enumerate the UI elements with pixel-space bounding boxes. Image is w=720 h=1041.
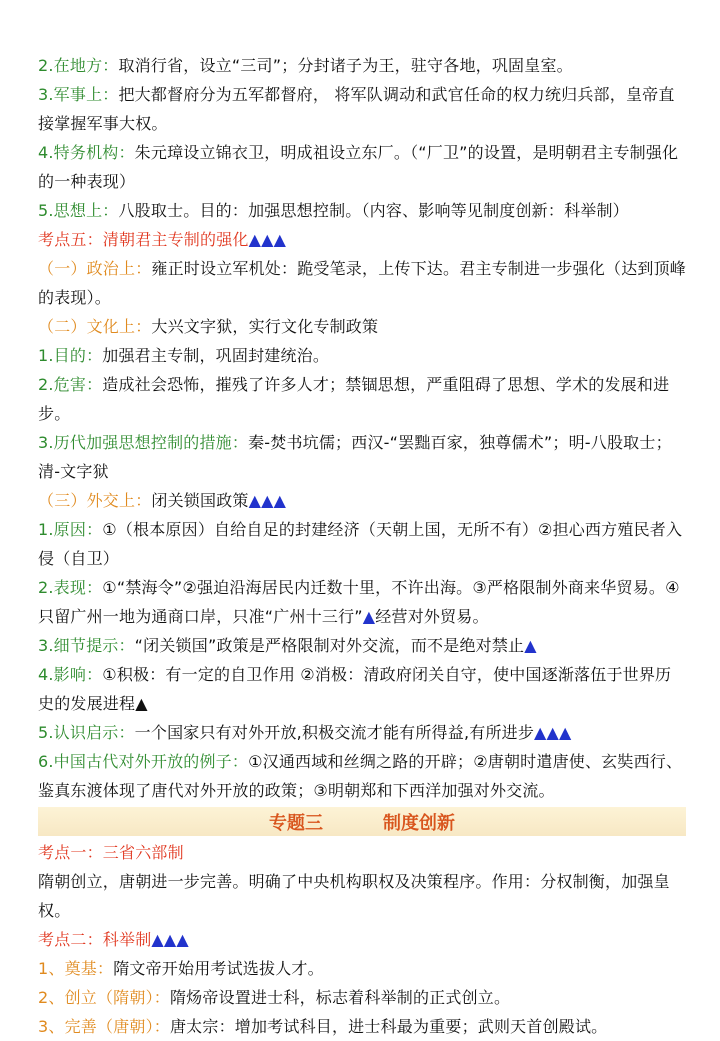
importance-triangle-icon: ▲ [135, 694, 148, 713]
item-text: ①“禁海令”②强迫沿海居民内迁数十里，不许出海。③严格限制外商来华贸易。④只留广州一地为通商口岸，只准“广州十三行” [38, 578, 680, 626]
paragraph-local [38, 51, 686, 80]
item-label: 5.思想上： [38, 201, 119, 220]
paragraph-foundation [38, 954, 686, 983]
paragraph-secret-police [38, 138, 686, 196]
item-text: 朱元璋设立锦衣卫，明成祖设立东厂。（“厂卫”的设置，是明朝君主专制强化的一种表现） [38, 143, 679, 191]
section-heading: 考点二：科举制 [38, 930, 152, 949]
paragraph-ideology [38, 196, 686, 225]
item-text: 加强君主专制，巩固封建统治。 [102, 346, 330, 365]
item-text: 大兴文字狱，实行文化专制政策 [151, 317, 379, 336]
importance-triangle-icon: ▲▲▲ [248, 491, 287, 510]
item-label: （三）外交上： [38, 491, 152, 510]
item-label: 1、奠基： [38, 959, 114, 978]
item-text: 造成社会恐怖，摧残了许多人才；禁锢思想，严重阻碍了思想、学术的发展和进步。 [38, 375, 670, 423]
item-label: 6.中国古代对外开放的例子： [38, 752, 249, 771]
importance-triangle-icon: ▲▲▲ [534, 723, 572, 742]
paragraph-diplomacy [38, 486, 686, 515]
topic-number: 专题三 [269, 812, 323, 834]
item-label: 2.在地方： [38, 56, 119, 75]
paragraph-measures [38, 428, 686, 486]
importance-triangle-icon: ▲▲▲ [151, 930, 189, 949]
item-label: 3.历代加强思想控制的措施： [38, 433, 249, 452]
item-label: （一）政治上： [38, 259, 152, 278]
item-text: 八股取士。目的：加强思想控制。（内容、影响等见制度创新：科举制） [118, 201, 629, 220]
paragraph-culture [38, 312, 686, 341]
heading-point-one [38, 838, 686, 867]
item-text: ①（根本原因）自给自足的封建经济（天朝上国，无所不有）②担心西方殖民者入侵（自卫） [38, 520, 683, 568]
section-heading: 考点五：清朝君主专制的强化 [38, 230, 249, 249]
importance-triangle-icon: ▲ [524, 636, 537, 655]
item-text: 隋文帝开始用考试选拔人才。 [113, 959, 324, 978]
item-text: 隋炀帝设置进士科，标志着科举制的正式创立。 [169, 988, 511, 1007]
topic-banner [38, 807, 686, 836]
item-label: 2.危害： [38, 375, 103, 394]
item-text: 闭关锁国政策 [151, 491, 249, 510]
item-text: 把大都督府分为五军都督府， 将军队调动和武官任命的权力统归兵部，皇帝直接掌握军事大权。 [38, 85, 675, 133]
item-text: 隋朝创立，唐朝进一步完善。明确了中央机构职权及决策程序。作用：分权制衡，加强皇权。 [38, 872, 670, 920]
item-label: （二）文化上： [38, 317, 152, 336]
importance-triangle-icon: ▲▲▲ [248, 230, 287, 249]
item-text: 唐太宗：增加考试科目，进士科最为重要；武则天首创殿试。 [169, 1017, 608, 1036]
paragraph-detail-tip [38, 631, 686, 660]
paragraph-politics [38, 254, 686, 312]
paragraph-creation [38, 983, 686, 1012]
paragraph-cause [38, 515, 686, 573]
section-heading: 考点一：三省六部制 [38, 843, 184, 862]
item-text: “闭关锁国”政策是严格限制对外交流，而不是绝对禁止 [134, 636, 525, 655]
paragraph-perfection [38, 1012, 686, 1041]
item-text: 取消行省，设立“三司”；分封诸子为王，驻守各地，巩固皇室。 [118, 56, 573, 75]
paragraph-purpose [38, 341, 686, 370]
paragraph-insight [38, 718, 686, 747]
item-text-continued: 经营对外贸易。 [375, 607, 489, 626]
item-label: 2、创立（隋朝）： [38, 988, 170, 1007]
paragraph-military [38, 80, 686, 138]
item-label: 3.军事上： [38, 85, 119, 104]
paragraph-harm [38, 370, 686, 428]
item-label: 4.影响： [38, 665, 103, 684]
item-label: 1.目的： [38, 346, 103, 365]
heading-point-two [38, 925, 686, 954]
heading-point-five [38, 225, 686, 254]
item-label: 5.认识启示： [38, 723, 135, 742]
importance-triangle-icon: ▲ [362, 607, 376, 626]
paragraph-influence [38, 660, 686, 718]
paragraph-examples [38, 747, 686, 805]
item-text: ①积极：有一定的自卫作用 ②消极：清政府闭关自守，使中国逐渐落伍于世界历史的发展进程 [38, 665, 672, 713]
item-label: 2.表现： [38, 578, 103, 597]
item-text: 雍正时设立军机处：跪受笔录，上传下达。君主专制进一步强化（达到顶峰的表现）。 [38, 259, 687, 307]
item-label: 3.细节提示： [38, 636, 135, 655]
paragraph-manifestation [38, 573, 686, 631]
item-text: 秦-焚书坑儒；西汉-“罢黜百家，独尊儒术”；明-八股取士；清-文字狱 [38, 433, 672, 481]
topic-title: 制度创新 [383, 812, 455, 834]
paragraph-three-departments [38, 867, 686, 925]
item-text: 一个国家只有对外开放,积极交流才能有所得益,有所进步 [134, 723, 535, 742]
item-label: 3、完善（唐朝）： [38, 1017, 170, 1036]
item-text: ①汉通西域和丝绸之路的开辟；②唐朝时遣唐使、玄奘西行、鉴真东渡体现了唐代对外开放的政策；③明朝郑和下西洋加强对外交流。 [38, 752, 683, 800]
item-label: 1.原因： [38, 520, 103, 539]
item-label: 4.特务机构： [38, 143, 135, 162]
